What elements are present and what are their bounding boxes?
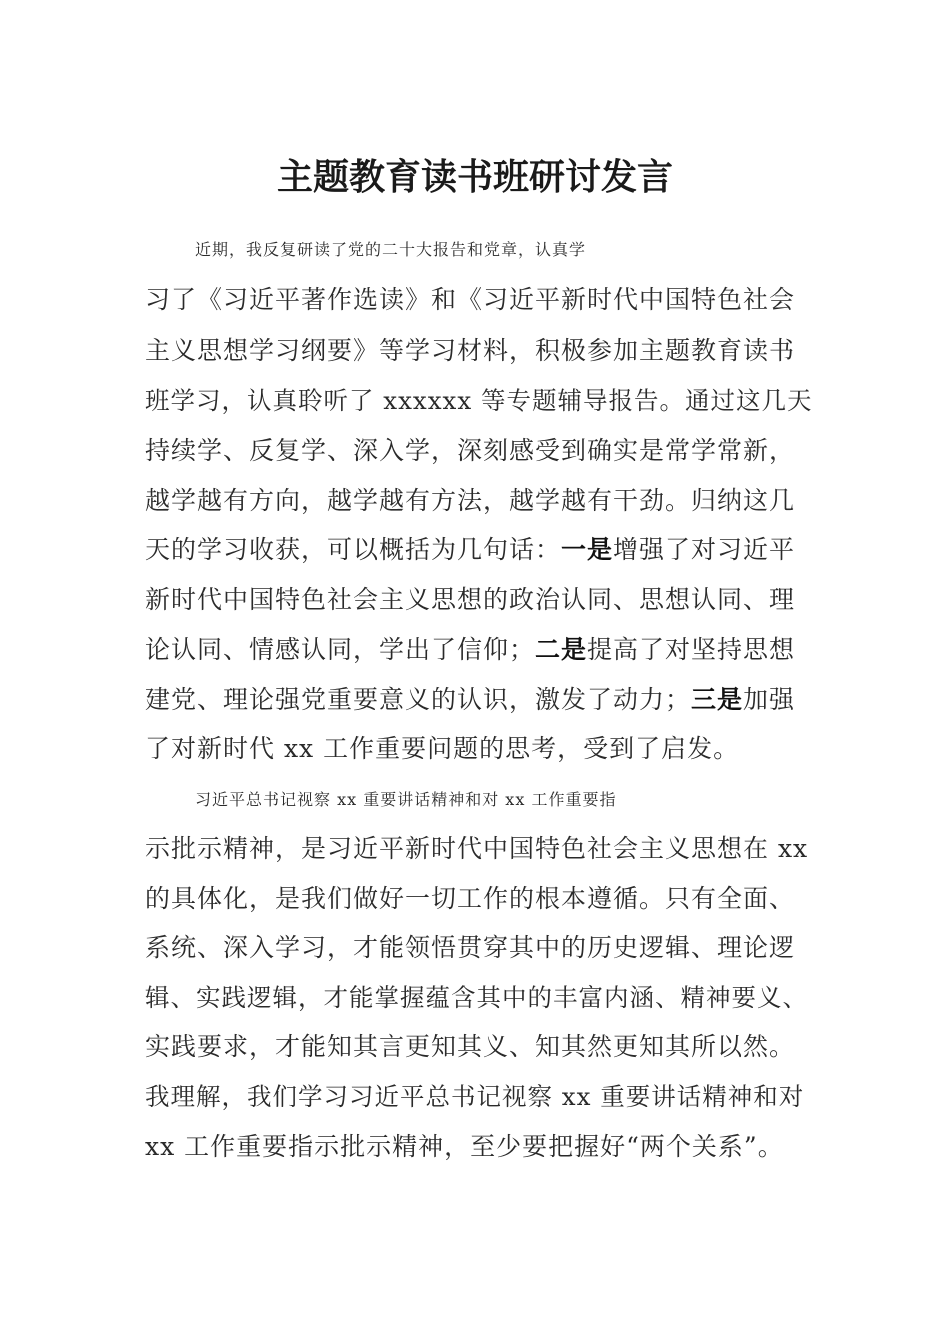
paragraph-line: 班学习，认真聆听了 xxxxxx 等专题辅导报告。通过这几天	[145, 386, 813, 415]
paragraph-line: 我理解，我们学习习近平总书记视察 xx 重要讲话精神和对	[145, 1082, 805, 1111]
line-text: 建党、理论强党重要意义的认识，激发了动力；	[145, 685, 692, 714]
paragraph-line: 实践要求，才能知其言更知其义、知其然更知其所以然。	[145, 1032, 796, 1061]
paragraph-line: 新时代中国特色社会主义思想的政治认同、思想认同、理	[145, 585, 796, 614]
paragraph-line: 示批示精神，是习近平新时代中国特色社会主义思想在 xx	[145, 834, 809, 863]
line-text: 天的学习收获，可以概括为几句话：	[145, 535, 562, 564]
paragraph-line	[145, 630, 815, 670]
line-text: 增强了对习近平	[613, 535, 796, 564]
paragraph-line	[145, 530, 815, 570]
emphasis-first: 一是	[561, 535, 614, 564]
paragraph-line	[145, 680, 815, 720]
paragraph-line: 了对新时代 xx 工作重要问题的思考，受到了启发。	[145, 734, 740, 763]
line-text: 提高了对坚持思想	[587, 635, 796, 664]
paragraph-line: 习近平总书记视察 xx 重要讲话精神和对 xx 工作重要指	[195, 790, 617, 809]
paragraph-line: 习了《习近平著作选读》和《习近平新时代中国特色社会	[145, 285, 796, 314]
paragraph-line: 系统、深入学习，才能领悟贯穿其中的历史逻辑、理论逻	[145, 933, 796, 962]
line-text: 加强	[743, 685, 796, 714]
emphasis-third: 三是	[691, 685, 744, 714]
paragraph-line: 越学越有方向，越学越有方法，越学越有干劲。归纳这几	[145, 486, 796, 515]
document-title: 主题教育读书班研讨发言	[276, 157, 673, 198]
paragraph-line: 持续学、反复学、深入学，深刻感受到确实是常学常新，	[145, 436, 796, 465]
emphasis-second: 二是	[535, 635, 588, 664]
paragraph-line: 主义思想学习纲要》等学习材料，积极参加主题教育读书	[145, 336, 796, 365]
paragraph-line: 辑、实践逻辑，才能掌握蕴含其中的丰富内涵、精神要义、	[145, 983, 808, 1012]
paragraph-line: 的具体化，是我们做好一切工作的根本遵循。只有全面、	[145, 884, 796, 913]
line-text: 论认同、情感认同，学出了信仰；	[145, 635, 536, 664]
paragraph-line: 近期，我反复研读了党的二十大报告和党章，认真学	[195, 240, 587, 259]
paragraph-line: xx 工作重要指示批示精神，至少要把握好“两个关系”。	[145, 1132, 784, 1161]
